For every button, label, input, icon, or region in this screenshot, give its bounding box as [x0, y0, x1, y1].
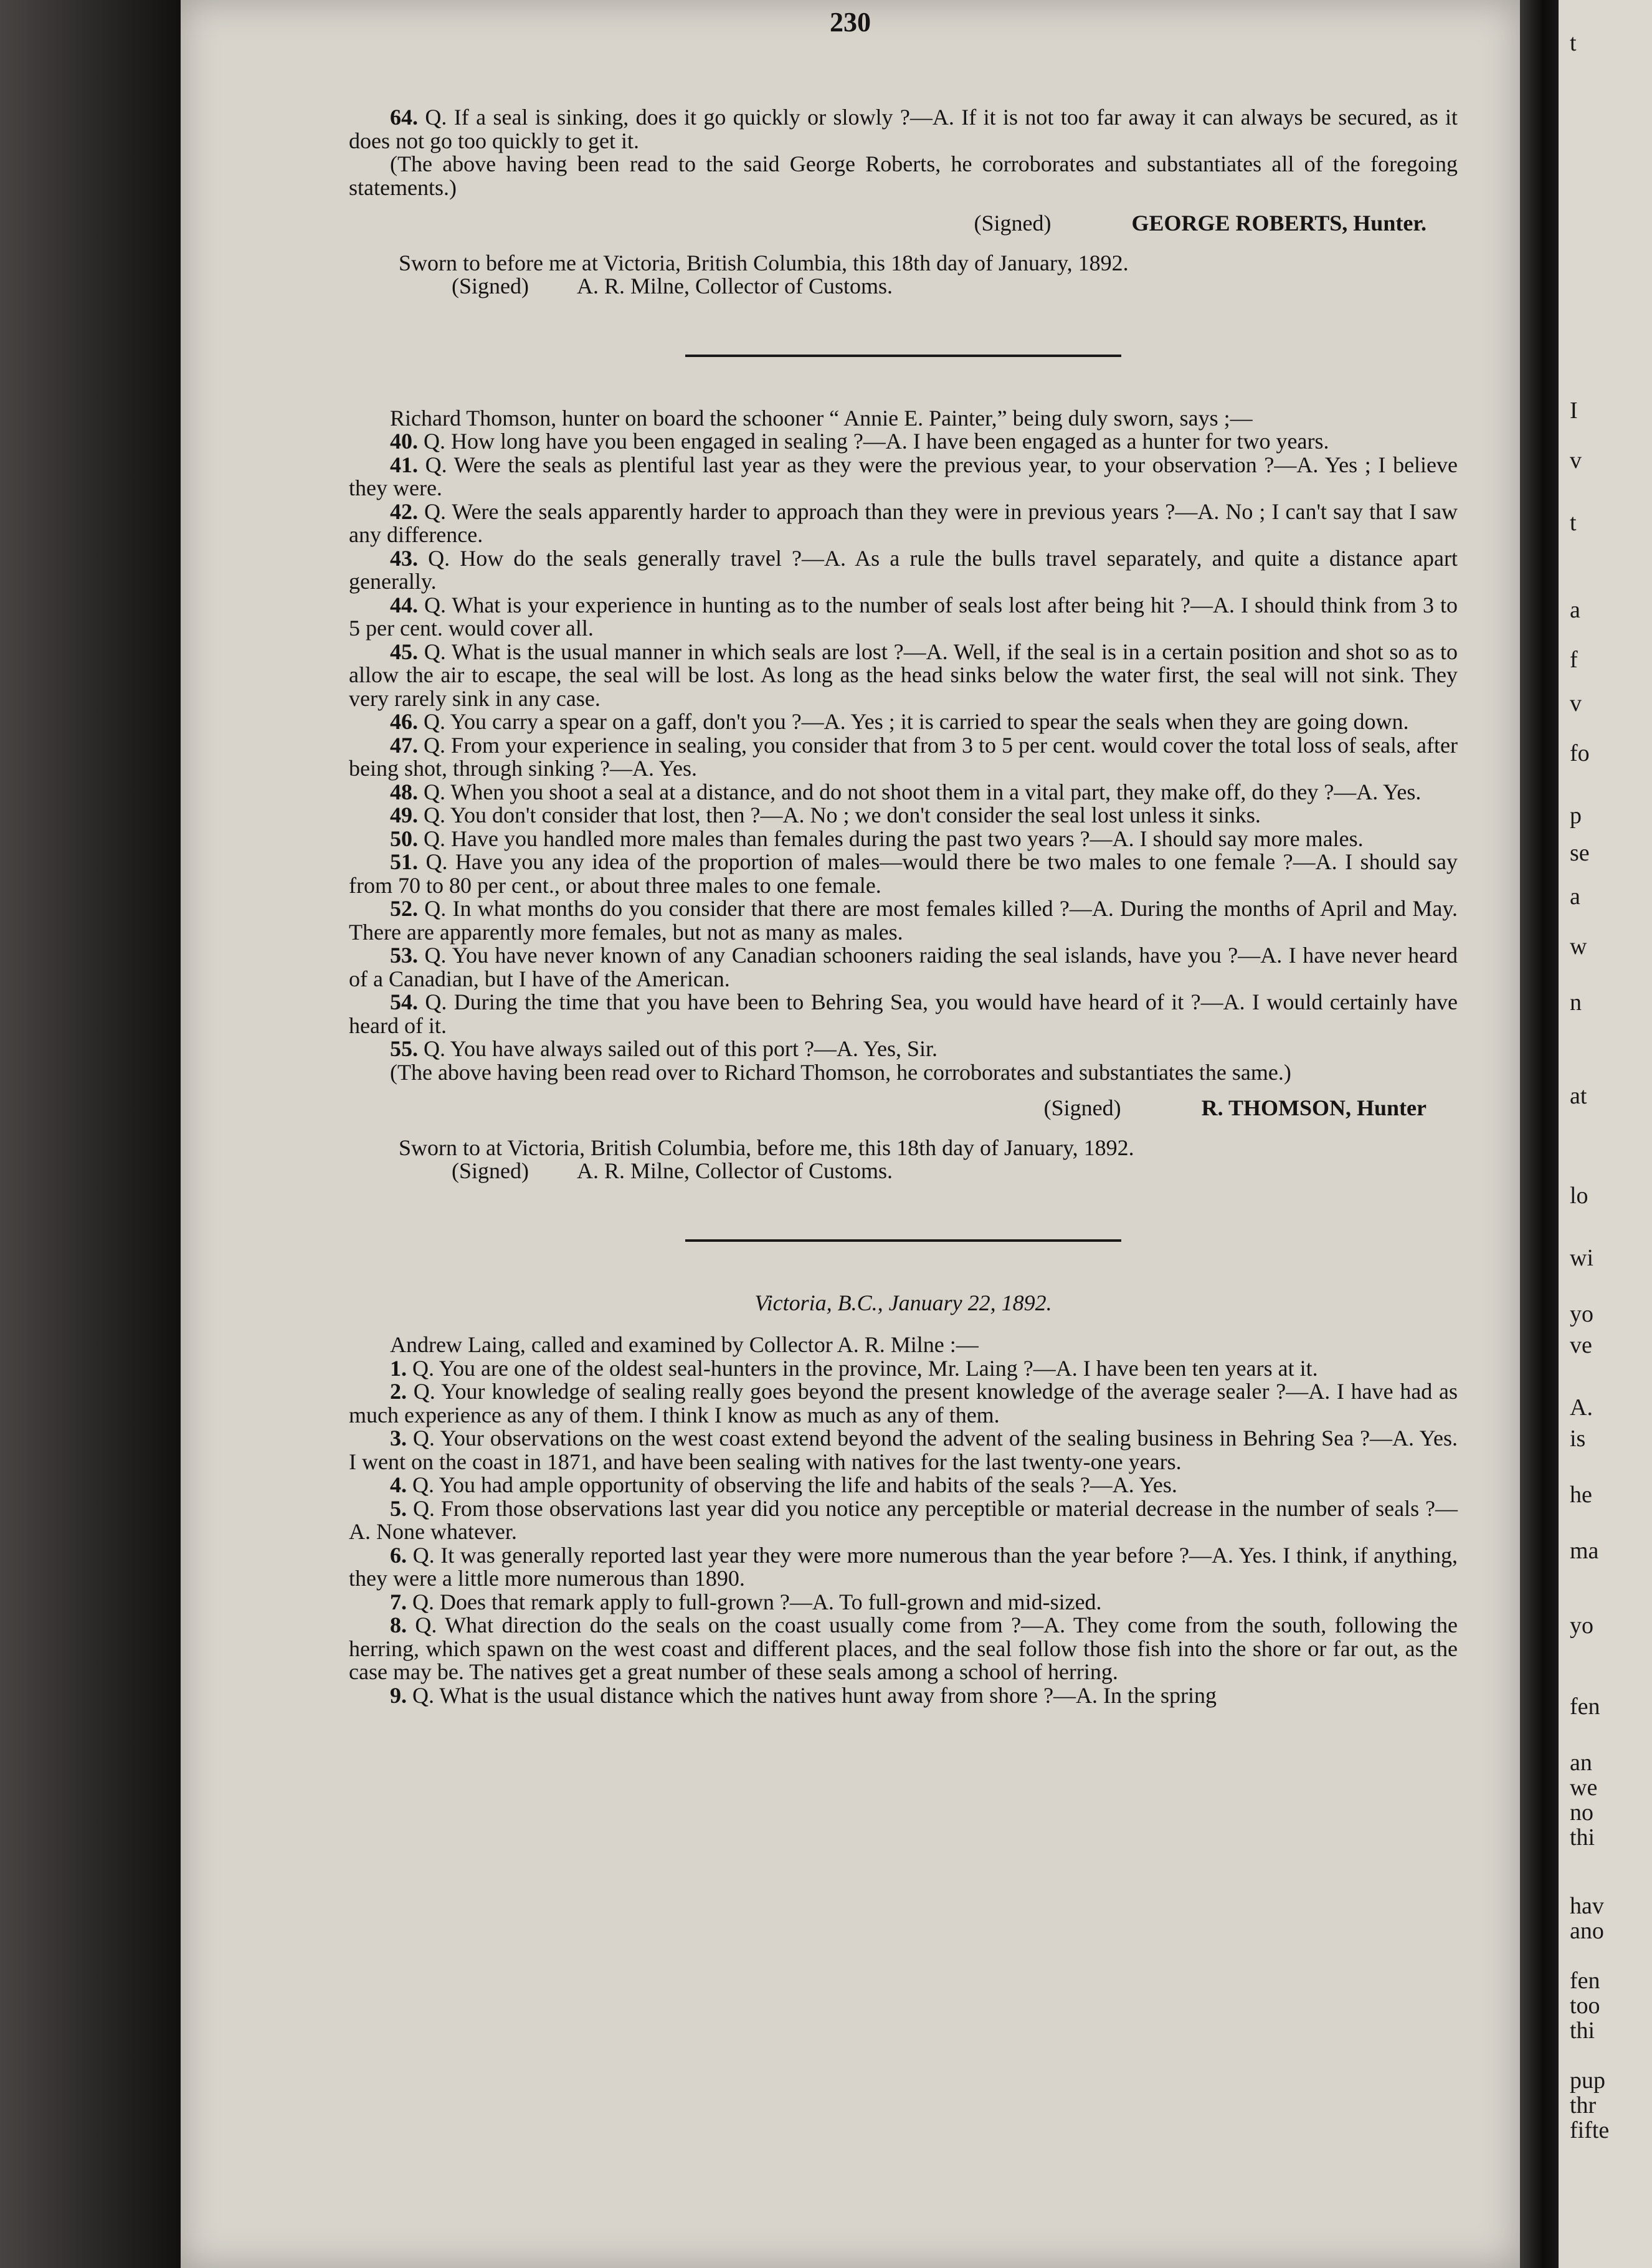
facing-page-fragment: fo	[1570, 740, 1590, 766]
facing-page-fragment: ano	[1570, 1918, 1604, 1944]
facing-page-fragment: se	[1570, 840, 1590, 866]
question-text: Q. In what months do you consider that there are most females killed ?—A. During the months of April and May. There are apparently more females, but not as many as males.	[349, 896, 1458, 945]
question-text: Q. You are one of the oldest seal-hunters in the province, Mr. Laing ?—A. I have been ten years at it.	[412, 1355, 1318, 1381]
facing-page-fragment: f	[1570, 647, 1578, 673]
question-text: Q. Your observations on the west coast extend beyond the advent of the sealing business in Behring Sea ?—A. Yes. I went on the coast in 1871, and have been sealing with natives for the last twenty-one years.	[349, 1426, 1458, 1474]
facing-page-fragment: a	[1570, 884, 1580, 910]
question-paragraph	[349, 850, 1458, 897]
question-number: 64.	[390, 105, 418, 130]
question-number: 52.	[390, 896, 418, 921]
facing-page-fragment: t	[1570, 510, 1577, 536]
question-paragraph	[349, 710, 1458, 734]
examination-intro: Andrew Laing, called and examined by Collector A. R. Milne :—	[390, 1332, 979, 1357]
corroboration-statement: (The above having been read to the said George Roberts, he corroborates and substantiates all of the foregoing statements.)	[349, 151, 1458, 200]
question-paragraph	[349, 106, 1458, 153]
question-number: 9.	[390, 1682, 407, 1708]
question-text: Q. Does that remark apply to full-grown ?—A. To full-grown and mid-sized.	[412, 1589, 1102, 1614]
signature-line	[349, 1097, 1427, 1120]
facing-page-fragment: n	[1570, 989, 1582, 1016]
facing-page-fragment: thi	[1570, 2018, 1595, 2044]
question-number: 4.	[390, 1472, 407, 1497]
sworn-statement: Sworn to before me at Victoria, British Columbia, this 18th day of January, 1892.	[399, 250, 1129, 275]
question-paragraph	[349, 1497, 1458, 1544]
question-paragraph	[349, 804, 1458, 827]
question-text: Q. You don't consider that lost, then ?—A. No ; we don't consider the seal lost unless it sinks.	[424, 803, 1261, 827]
signature-line	[349, 212, 1427, 236]
facing-page-fragment: v	[1570, 690, 1582, 717]
question-text: Q. Have you any idea of the proportion of males—would there be two males to one female ?—A. I should say from 70 to 80 per cent., or about three males to one female.	[349, 849, 1458, 898]
question-number: 48.	[390, 779, 418, 804]
facing-page-fragment: thr	[1570, 2092, 1597, 2118]
question-number: 42.	[390, 498, 418, 524]
question-number: 40.	[390, 429, 418, 454]
question-paragraph	[349, 1037, 1458, 1061]
document-page	[181, 0, 1520, 2268]
question-number: 5.	[390, 1495, 407, 1521]
facing-page-fragment: ve	[1570, 1332, 1592, 1358]
question-text: Q. It was generally reported last year they were more numerous than the year before ?—A. Yes. I think, if anything, they were a little more numerous than 1890.	[349, 1542, 1458, 1591]
facing-page-fragment: no	[1570, 1799, 1593, 1826]
question-paragraph	[349, 781, 1458, 804]
dateline: Victoria, B.C., January 22, 1892.	[754, 1290, 1052, 1315]
question-paragraph	[349, 454, 1458, 500]
facing-page-fragment: is	[1570, 1426, 1586, 1452]
facing-page-fragment: an	[1570, 1750, 1592, 1776]
question-paragraph	[349, 1614, 1458, 1684]
question-number: 47.	[390, 732, 418, 758]
question-text: Q. You have never known of any Canadian schooners raiding the seal islands, have you ?—A. I have never heard of a Canadian, but I have of the American.	[349, 943, 1458, 991]
collector-signature	[452, 1160, 1458, 1183]
facing-page-fragment: A.	[1570, 1394, 1593, 1421]
question-number: 3.	[390, 1426, 407, 1451]
question-text: Q. What is the usual manner in which seals are lost ?—A. Well, if the seal is in a certain position and shot so as to allow the air to escape, the seal will be lost. As long as the head sinks below the water first, the seal will not sink. They very rarely sink in any case.	[349, 639, 1458, 711]
question-number: 50.	[390, 826, 418, 851]
question-number: 41.	[390, 452, 418, 477]
question-text: Q. You carry a spear on a gaff, don't you ?—A. Yes ; it is carried to spear the seals when they are going down.	[424, 709, 1409, 734]
facing-page-fragment: yo	[1570, 1301, 1593, 1327]
book-gutter	[1520, 0, 1559, 2268]
facing-page-edge	[1559, 0, 1652, 2268]
facing-page-fragment: yo	[1570, 1613, 1593, 1639]
question-list	[349, 430, 1458, 1061]
question-number: 46.	[390, 709, 418, 734]
question-text: Q. Have you handled more males than females during the past two years ?—A. I should say more males.	[424, 826, 1364, 851]
question-text: Q. How long have you been engaged in sealing ?—A. I have been engaged as a hunter for two years.	[424, 429, 1329, 454]
facing-page-fragment: t	[1570, 30, 1577, 56]
facing-page-fragment: fifte	[1570, 2117, 1610, 2143]
signer-name: GEORGE ROBERTS, Hunter.	[1131, 211, 1427, 236]
question-number: 44.	[390, 592, 418, 617]
signed-label: (Signed)	[1043, 1095, 1121, 1120]
question-number: 7.	[390, 1589, 407, 1614]
question-number: 51.	[390, 849, 418, 874]
page-number: 230	[830, 7, 871, 37]
question-paragraph	[349, 1380, 1458, 1427]
section-divider	[685, 355, 1121, 357]
question-list	[349, 1357, 1458, 1708]
question-number: 2.	[390, 1379, 407, 1404]
question-paragraph	[349, 641, 1458, 711]
question-text: Q. During the time that you have been to Behring Sea, you would have heard of it ?—A. I would certainly have heard of it.	[349, 989, 1458, 1038]
section-divider	[685, 1239, 1121, 1242]
question-paragraph	[349, 1427, 1458, 1474]
question-number: 55.	[390, 1036, 418, 1061]
question-number: 43.	[390, 545, 418, 571]
collector-name: A. R. Milne, Collector of Customs.	[577, 1158, 893, 1183]
question-number: 8.	[390, 1613, 407, 1637]
facing-page-fragment: p	[1570, 803, 1582, 829]
question-paragraph	[349, 547, 1458, 594]
facing-page-fragment: lo	[1570, 1183, 1588, 1209]
question-number: 1.	[390, 1355, 407, 1381]
question-text: Q. What is your experience in hunting as to the number of seals lost after being hit ?—A. I should think from 3 to 5 per cent. would cover all.	[349, 592, 1458, 641]
facing-page-fragment: too	[1570, 1993, 1600, 2019]
question-text: Q. How do the seals generally travel ?—A. As a rule the bulls travel separately, and quite a distance apart generally.	[349, 545, 1458, 594]
corroboration-statement: (The above having been read over to Richard Thomson, he corroborates and substantiates the same.)	[390, 1059, 1291, 1085]
facing-page-fragment: fen	[1570, 1968, 1600, 1994]
facing-page-fragment: thi	[1570, 1824, 1595, 1851]
facing-page-fragment: pup	[1570, 2067, 1605, 2094]
question-paragraph	[349, 500, 1458, 547]
question-paragraph	[349, 897, 1458, 944]
question-text: Q. What direction do the seals on the coast usually come from ?—A. They come from the south, following the herring, which spawn on the west coast and different places, and the seal follow those fish into the shore or far out, as the case may be. The natives get a great number of these seals among a school of herring.	[349, 1613, 1458, 1684]
facing-page-fragment: w	[1570, 933, 1587, 960]
question-paragraph	[349, 594, 1458, 641]
signer-name: R. THOMSON, Hunter	[1201, 1095, 1427, 1120]
collector-signature	[452, 275, 1458, 298]
question-number: 54.	[390, 989, 418, 1014]
question-number: 49.	[390, 803, 418, 827]
question-text: Q. Were the seals apparently harder to approach than they were in previous years ?—A. No ; I can't say that I saw any difference.	[349, 498, 1458, 547]
scan-left-margin	[0, 0, 181, 2268]
question-text: Q. You had ample opportunity of observing the life and habits of the seals ?—A. Yes.	[412, 1472, 1177, 1497]
facing-page-fragment: v	[1570, 447, 1582, 474]
collector-name: A. R. Milne, Collector of Customs.	[577, 274, 893, 298]
question-paragraph	[349, 734, 1458, 781]
question-number: 45.	[390, 639, 418, 664]
sworn-statement: Sworn to at Victoria, British Columbia, before me, this 18th day of January, 1892.	[399, 1135, 1134, 1160]
facing-page-fragment: fen	[1570, 1694, 1600, 1720]
signed-label: (Signed)	[452, 274, 529, 298]
question-paragraph	[349, 1591, 1458, 1614]
question-paragraph	[349, 430, 1458, 454]
question-text: Q. When you shoot a seal at a distance, and do not shoot them in a vital part, they make off, do they ?—A. Yes.	[424, 779, 1422, 804]
question-paragraph	[349, 991, 1458, 1037]
signed-label: (Signed)	[974, 211, 1051, 236]
page-content	[349, 106, 1458, 1707]
question-paragraph	[349, 1357, 1458, 1381]
question-text: Q. From those observations last year did you notice any perceptible or material decrease in the number of seals ?—A. None whatever.	[349, 1495, 1458, 1544]
facing-page-fragment: wi	[1570, 1245, 1593, 1271]
facing-page-fragment: I	[1570, 398, 1578, 424]
signed-label: (Signed)	[452, 1158, 529, 1183]
question-number: 53.	[390, 943, 418, 968]
facing-page-fragment: hav	[1570, 1893, 1604, 1919]
question-text: Q. What is the usual distance which the natives hunt away from shore ?—A. In the spring	[412, 1682, 1217, 1708]
facing-page-fragment: ma	[1570, 1538, 1599, 1564]
question-paragraph	[349, 1544, 1458, 1591]
question-paragraph	[349, 1684, 1458, 1708]
question-text: Q. You have always sailed out of this port ?—A. Yes, Sir.	[424, 1036, 938, 1061]
question-number: 6.	[390, 1542, 407, 1568]
deposition-intro: Richard Thomson, hunter on board the schooner “ Annie E. Painter,” being duly sworn, says ;—	[390, 405, 1253, 431]
question-paragraph	[349, 1474, 1458, 1497]
facing-page-fragment: we	[1570, 1775, 1598, 1801]
question-paragraph	[349, 944, 1458, 991]
question-paragraph	[349, 827, 1458, 851]
facing-page-fragment: a	[1570, 597, 1580, 623]
facing-page-fragment: he	[1570, 1482, 1592, 1508]
facing-page-fragment: at	[1570, 1083, 1587, 1109]
question-text: Q. If a seal is sinking, does it go quickly or slowly ?—A. If it is not too far away it can always be secured, as it does not go too quickly to get it.	[349, 105, 1458, 153]
question-text: Q. Were the seals as plentiful last year as they were the previous year, to your observation ?—A. Yes ; I believe they were.	[349, 452, 1458, 500]
question-text: Q. From your experience in sealing, you consider that from 3 to 5 per cent. would cover the total loss of seals, after being shot, through sinking ?—A. Yes.	[349, 732, 1458, 781]
question-text: Q. Your knowledge of sealing really goes beyond the present knowledge of the average sealer ?—A. I have had as much experience as any of them. I think I know as much as any of them.	[349, 1379, 1458, 1427]
